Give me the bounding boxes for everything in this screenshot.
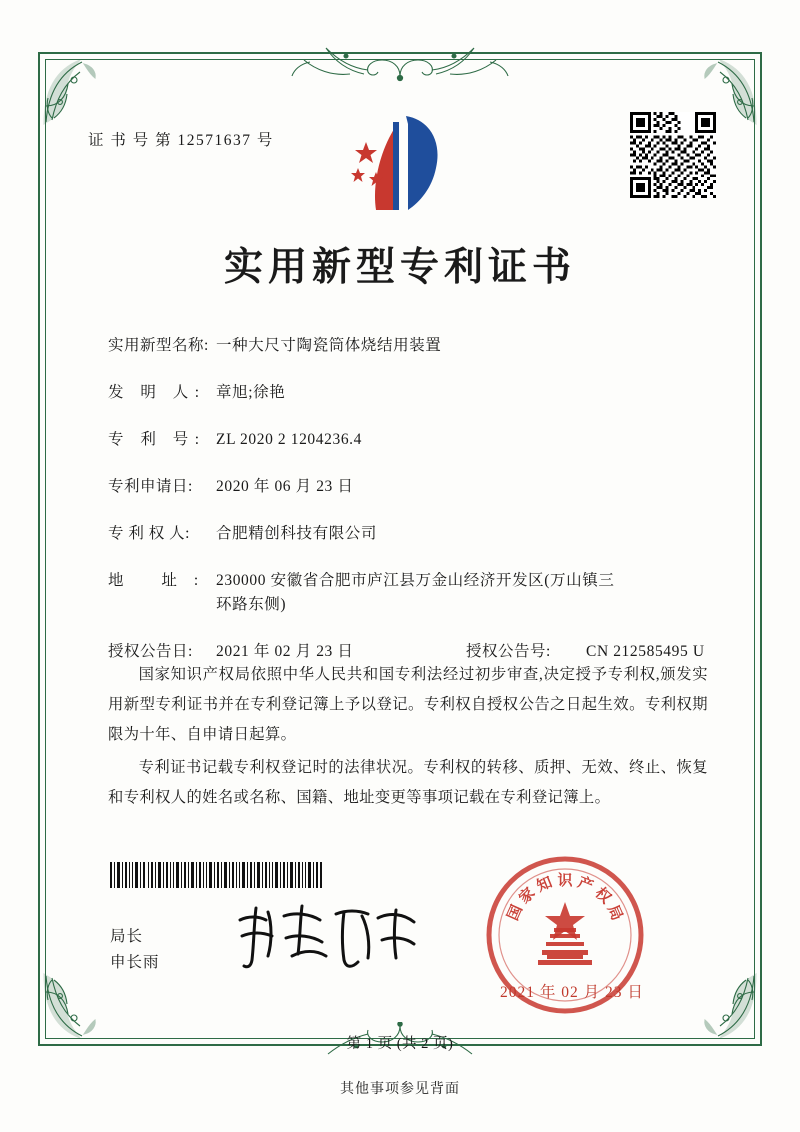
certificate-fields — [108, 334, 710, 684]
signature-labels — [110, 924, 160, 975]
field-value: 一种大尺寸陶瓷筒体烧结用装置 — [216, 337, 442, 354]
legal-paragraph: 专利证书记载专利权登记时的法律状况。专利权的转移、质押、无效、终止、恢复和专利权人的姓名或名称、国籍、地址变更等事项记载在专利登记簿上。 — [108, 759, 708, 807]
handwritten-signature-icon — [232, 898, 422, 972]
field-value: 章旭;徐艳 — [216, 384, 286, 402]
legal-paragraph: 国家知识产权局依照中华人民共和国专利法经过初步审查,决定授予专利权,颁发实用新型专利证书并在专利登记簿上予以登记。专利权自授权公告之日起生效。专利权期限为十年、自申请日起算。 — [108, 666, 708, 743]
field-label: 专利申请日: — [108, 478, 193, 496]
seal-date: 2021 年 02 月 23 日 — [500, 984, 644, 1001]
field-value: 2020 年 06 月 23 日 — [216, 478, 354, 496]
field-value: 2021 年 02 月 23 日 — [216, 643, 354, 661]
svg-text:国: 国 — [503, 902, 527, 924]
director-name-label: 申长雨 — [110, 953, 160, 971]
svg-text:家: 家 — [515, 883, 539, 908]
page-title: 实用新型专利证书 — [223, 245, 576, 290]
field-value-line2: 环路东侧) — [216, 596, 287, 614]
field-application-date — [108, 475, 710, 499]
page-number: 第 1 页 (共 2 页) — [346, 1036, 454, 1052]
barcode-icon — [110, 862, 324, 888]
field-patent-number — [108, 428, 710, 452]
top-flourish-ornament-icon — [250, 42, 550, 82]
svg-text:知: 知 — [534, 872, 555, 896]
field-label: 专 利 号: — [108, 431, 206, 449]
cnipa-logo-icon — [336, 110, 466, 220]
field-label: 专 利 权 人: — [108, 525, 190, 543]
field-value: ZL 2020 2 1204236.4 — [216, 431, 363, 449]
field-value — [216, 569, 710, 617]
director-title-label: 局长 — [110, 928, 144, 945]
svg-text:局: 局 — [603, 902, 627, 924]
corner-ornament-icon — [40, 54, 114, 128]
field-label: 授权公告日: — [108, 643, 193, 661]
field-patentee — [108, 522, 710, 546]
svg-text:权: 权 — [591, 883, 615, 908]
field-label: 实用新型名称: — [108, 337, 209, 354]
legal-text-block — [108, 660, 708, 817]
field-value: 合肥精创科技有限公司 — [216, 525, 378, 543]
field-address — [108, 569, 710, 617]
footer-note: 其他事项参见背面 — [340, 1082, 460, 1097]
field-value-line1: 230000 安徽省合肥市庐江县万金山经济开发区(万山镇三 — [216, 572, 615, 590]
svg-text:识: 识 — [557, 871, 573, 889]
field-label: 发 明 人: — [108, 384, 206, 402]
field-utility-model-name — [108, 334, 710, 358]
field-value-secondary: CN 212585495 U — [586, 643, 705, 661]
field-label: 地 址: — [108, 572, 216, 590]
svg-text:产: 产 — [575, 872, 596, 896]
qr-code-icon — [630, 112, 716, 198]
field-label-secondary: 授权公告号: — [466, 643, 551, 661]
field-inventor — [108, 381, 710, 405]
certificate-number: 证 书 号 第 12571637 号 — [88, 132, 274, 149]
